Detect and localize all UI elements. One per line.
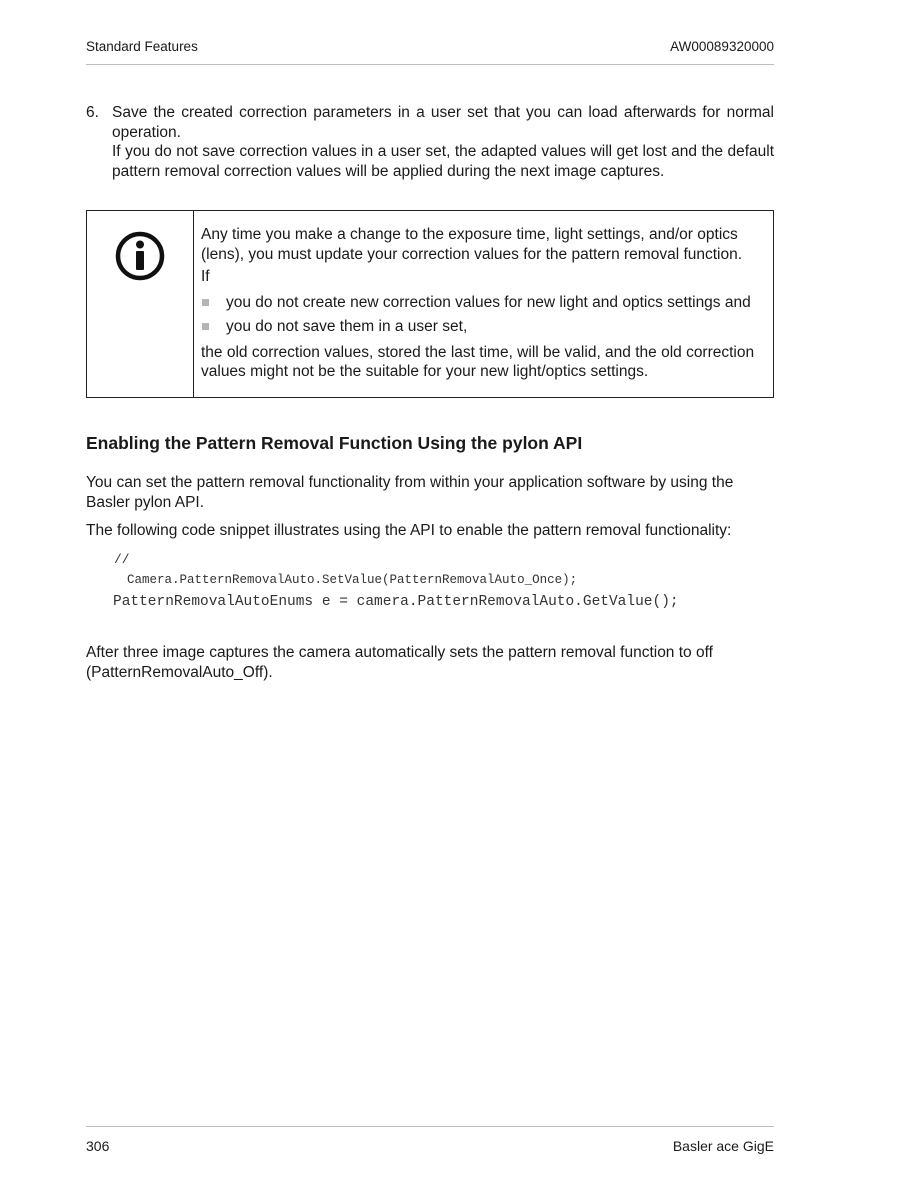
- header-doc-number: AW00089320000: [670, 39, 774, 54]
- note-icon-cell: [87, 211, 194, 397]
- section-paragraph-1: You can set the pattern removal functionality from within your application software by using the Basler pylon API.: [86, 474, 734, 511]
- note-outro: the old correction values, stored the last time, will be valid, and the old correction values might not be the suitable for your new light/optics settings.: [201, 343, 755, 380]
- footer-product-name: Basler ace GigE: [672, 1138, 774, 1154]
- section-heading: Enabling the Pattern Removal Function Using the pylon API: [86, 433, 583, 453]
- code-line-set-value: Camera.PatternRemovalAuto.SetValue(PatternRemovalAuto_Once);: [127, 573, 578, 587]
- step-6: [86, 103, 774, 181]
- section-paragraph-2: The following code snippet illustrates using the API to enable the pattern removal functionality:: [86, 522, 732, 539]
- step-warning: If you do not save correction values in a user set, the adapted values will get lost and the default pattern removal correction values will be applied during the next image captures.: [112, 143, 774, 180]
- code-comment: //: [114, 552, 130, 567]
- step-instruction: Save the created correction parameters in a user set that you can load afterwards for normal operation.: [112, 104, 774, 141]
- info-icon: [114, 230, 166, 282]
- note-text: [194, 211, 773, 397]
- step-number: 6.: [86, 104, 99, 121]
- list-item: you do not save them in a user set,: [201, 317, 765, 337]
- header-section-title: Standard Features: [86, 39, 198, 54]
- info-note-box: [86, 210, 774, 398]
- note-if: If: [201, 268, 210, 285]
- note-intro: Any time you make a change to the exposure time, light settings, and/or optics (lens), you must update your correction values for the pattern removal function.: [201, 226, 743, 263]
- page-number: 306: [86, 1138, 110, 1154]
- code-line-get-value: PatternRemovalAutoEnums e = camera.PatternRemovalAuto.GetValue();: [113, 594, 679, 610]
- list-item: you do not create new correction values for new light and optics settings and: [201, 293, 765, 313]
- section-paragraph-3: After three image captures the camera automatically sets the pattern removal function to off (PatternRemovalAuto_Off).: [86, 644, 713, 681]
- page-header: [86, 38, 774, 65]
- footer-rule: [86, 1126, 774, 1127]
- step-body: [112, 103, 774, 181]
- note-bullet-list: [201, 293, 765, 337]
